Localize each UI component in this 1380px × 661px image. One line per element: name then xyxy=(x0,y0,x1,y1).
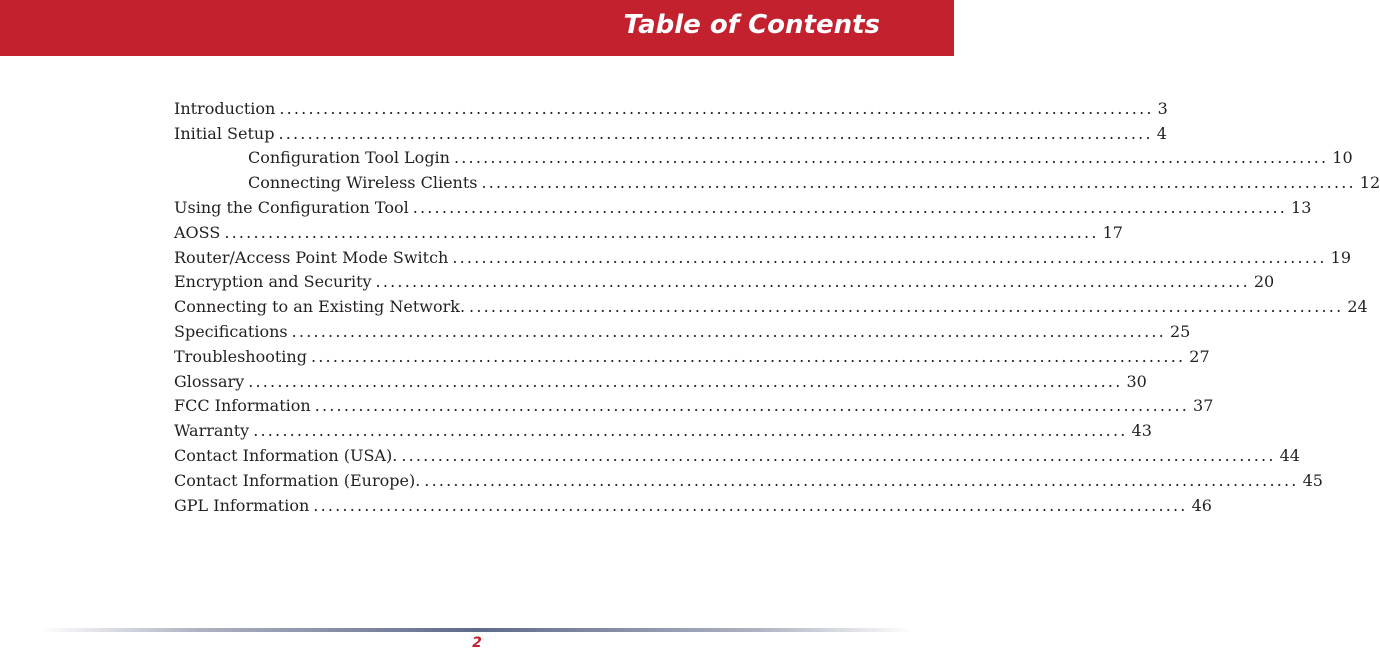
toc-leader-dots: ........................................................................................................................ xyxy=(279,98,1154,118)
toc-entry[interactable] xyxy=(174,319,1191,344)
toc-entry-label: Initial Setup xyxy=(174,124,278,143)
toc-entry-page: 37 xyxy=(1189,396,1213,415)
toc-entry[interactable] xyxy=(174,369,1147,394)
toc-leader-dots: ........................................................................................................................ xyxy=(314,396,1190,416)
toc-entry[interactable] xyxy=(174,220,1123,245)
toc-entry-page: 45 xyxy=(1299,471,1323,490)
toc-entry-page: 44 xyxy=(1276,446,1300,465)
toc-leader-dots: ........................................................................................................................ xyxy=(412,198,1288,218)
toc-leader-dots: ........................................................................................................................ xyxy=(310,346,1186,366)
toc-entry-page: 3 xyxy=(1154,99,1168,118)
page-title: Table of Contents xyxy=(623,10,880,40)
toc-entry[interactable] xyxy=(174,493,1212,518)
toc-entry-label: Specifications xyxy=(174,322,292,341)
toc-entry-label: AOSS xyxy=(174,223,224,242)
toc-entry-page: 10 xyxy=(1328,148,1352,167)
page-number: 2 xyxy=(472,635,482,651)
toc-entry-page: 4 xyxy=(1153,124,1167,143)
toc-leader-dots: ........................................................................................................................ xyxy=(481,173,1356,193)
toc-entry-label: Router/Access Point Mode Switch xyxy=(174,248,452,267)
toc-entry[interactable] xyxy=(174,418,1152,443)
toc-entry-page: 13 xyxy=(1287,198,1311,217)
toc-entry-label: Contact Information (USA). xyxy=(174,446,401,465)
toc-entry-label: Configuration Tool Login xyxy=(248,148,454,167)
toc-leader-dots: ........................................................................................................................ xyxy=(253,421,1128,441)
toc-entry[interactable] xyxy=(174,344,1210,369)
toc-entry-label: Introduction xyxy=(174,99,279,118)
toc-entry-label: Using the Configuration Tool xyxy=(174,198,413,217)
toc-entry[interactable] xyxy=(174,468,1323,493)
toc-leader-dots: ........................................................................................................................ xyxy=(248,371,1123,391)
toc-entry-page: 27 xyxy=(1185,347,1209,366)
toc-leader-dots: ........................................................................................................................ xyxy=(313,495,1188,515)
toc-entry[interactable] xyxy=(174,270,1275,295)
toc-entry[interactable] xyxy=(174,195,1312,220)
toc-leader-dots: ........................................................................................................................ xyxy=(469,297,1344,317)
toc-entry-label: Glossary xyxy=(174,372,248,391)
toc-entry[interactable] xyxy=(174,121,1167,146)
toc-entry-page: 24 xyxy=(1343,297,1367,316)
toc-entry[interactable] xyxy=(174,96,1168,121)
toc-leader-dots: ........................................................................................................................ xyxy=(453,148,1329,168)
toc-subentry[interactable] xyxy=(174,170,1380,195)
toc-entry-label: Contact Information (Europe). xyxy=(174,471,424,490)
toc-entry-page: 25 xyxy=(1166,322,1190,341)
toc-entry-page: 20 xyxy=(1250,272,1274,291)
table-of-contents xyxy=(174,96,1380,518)
toc-entry-page: 46 xyxy=(1188,496,1212,515)
toc-entry-label: Troubleshooting xyxy=(174,347,311,366)
toc-leader-dots: ........................................................................................................................ xyxy=(424,470,1299,490)
toc-entry-label: Connecting Wireless Clients xyxy=(248,173,481,192)
toc-entry[interactable] xyxy=(174,245,1352,270)
footer-divider xyxy=(40,628,914,632)
toc-leader-dots: ........................................................................................................................ xyxy=(452,247,1327,267)
toc-leader-dots: ........................................................................................................................ xyxy=(375,272,1250,292)
toc-entry-page: 19 xyxy=(1327,248,1351,267)
toc-entry-page: 17 xyxy=(1099,223,1123,242)
toc-entry-label: FCC Information xyxy=(174,396,315,415)
toc-entry-page: 12 xyxy=(1356,173,1380,192)
toc-leader-dots: ........................................................................................................................ xyxy=(401,446,1276,466)
toc-entry-page: 43 xyxy=(1128,421,1152,440)
toc-leader-dots: ........................................................................................................................ xyxy=(278,123,1153,143)
toc-entry-label: Connecting to an Existing Network. xyxy=(174,297,469,316)
header-bar xyxy=(0,0,954,56)
toc-entry[interactable] xyxy=(174,394,1214,419)
toc-entry-page: 30 xyxy=(1123,372,1147,391)
toc-leader-dots: ........................................................................................................................ xyxy=(224,222,1099,242)
toc-subentry[interactable] xyxy=(174,146,1353,171)
toc-leader-dots: ........................................................................................................................ xyxy=(291,322,1166,342)
toc-entry[interactable] xyxy=(174,294,1368,319)
toc-entry-label: GPL Information xyxy=(174,496,313,515)
toc-entry-label: Encryption and Security xyxy=(174,272,376,291)
toc-entry[interactable] xyxy=(174,443,1300,468)
toc-entry-label: Warranty xyxy=(174,421,253,440)
